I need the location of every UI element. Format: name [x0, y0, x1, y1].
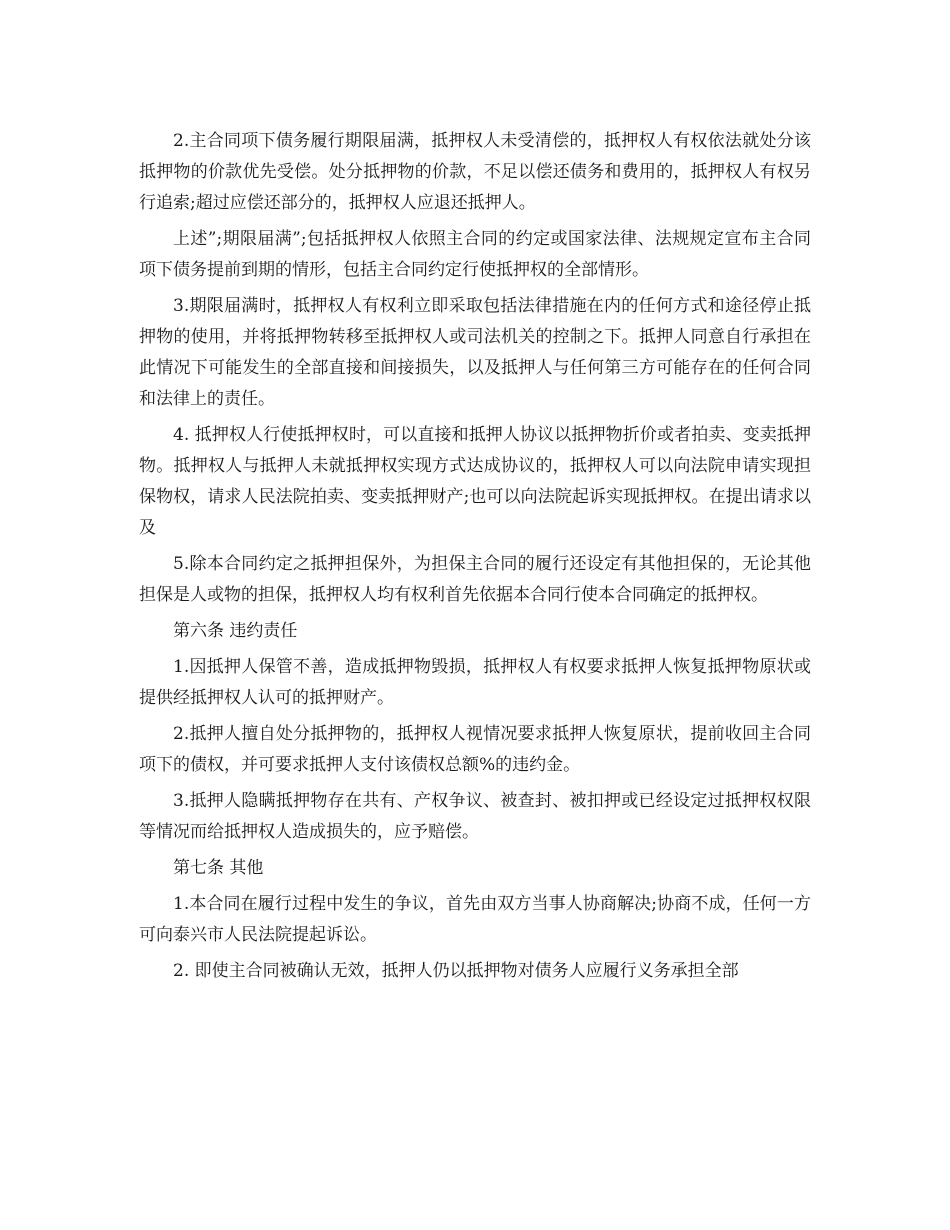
paragraph-clause-6-2: 2.抵押人擅自处分抵押物的，抵押权人视情况要求抵押人恢复原状，提前收回主合同项下的债权，并可要求抵押人支付该债权总额%的违约金。 — [139, 724, 811, 775]
paragraph-clause-5-4: 4. 抵押权人行使抵押权时，可以直接和抵押人协议以抵押物折价或者拍卖、变卖抵押物。抵押权人与抵押人未就抵押权实现方式达成协议的，抵押权人可以向法院申请实现担保物权，请求人民法院拍卖、变卖抵押财产;也可以向法院起诉实现抵押权。在提出请求以及 — [139, 425, 811, 538]
paragraph-clause-5-5: 5.除本合同约定之抵押担保外，为担保主合同的履行还设定有其他担保的，无论其他担保是人或物的担保，抵押权人均有权利首先依据本合同行使本合同确定的抵押权。 — [139, 554, 811, 605]
paragraph-clause-7-1: 1.本合同在履行过程中发生的争议，首先由双方当事人协商解决;协商不成，任何一方可向泰兴市人民法院提起诉讼。 — [139, 894, 811, 945]
section-heading-article-7: 第七条 其他 — [173, 858, 264, 878]
paragraph-clause-6-1: 1.因抵押人保管不善，造成抵押物毁损，抵押权人有权要求抵押人恢复抵押物原状或提供经抵押权人认可的抵押财产。 — [139, 657, 811, 708]
paragraph-term-definition: 上述”;期限届满”;包括抵押权人依照主合同的约定或国家法律、法规规定宣布主合同项下债务提前到期的情形，包括主合同约定行使抵押权的全部情形。 — [139, 229, 811, 280]
paragraph-clause-7-2: 2. 即使主合同被确认无效，抵押人仍以抵押物对债务人应履行义务承担全部 — [173, 961, 739, 981]
document-body — [139, 126, 811, 992]
section-heading-article-6: 第六条 违约责任 — [173, 621, 298, 641]
paragraph-clause-6-3: 3.抵押人隐瞒抵押物存在共有、产权争议、被查封、被扣押或已经设定过抵押权权限等情况而给抵押权人造成损失的，应予赔偿。 — [139, 791, 811, 842]
paragraph-clause-5-2: 2.主合同项下债务履行期限届满，抵押权人未受清偿的，抵押权人有权依法就处分该抵押物的价款优先受偿。处分抵押物的价款，不足以偿还债务和费用的，抵押权人有权另行追索;超过应偿还部分的，抵押权人应退还抵押人。 — [139, 131, 811, 213]
paragraph-clause-5-3: 3.期限届满时，抵押权人有权利立即采取包括法律措施在内的任何方式和途径停止抵押物的使用，并将抵押物转移至抵押权人或司法机关的控制之下。抵押人同意自行承担在此情况下可能发生的全部直接和间接损失，以及抵押人与任何第三方可能存在的任何合同和法律上的责任。 — [139, 296, 811, 409]
